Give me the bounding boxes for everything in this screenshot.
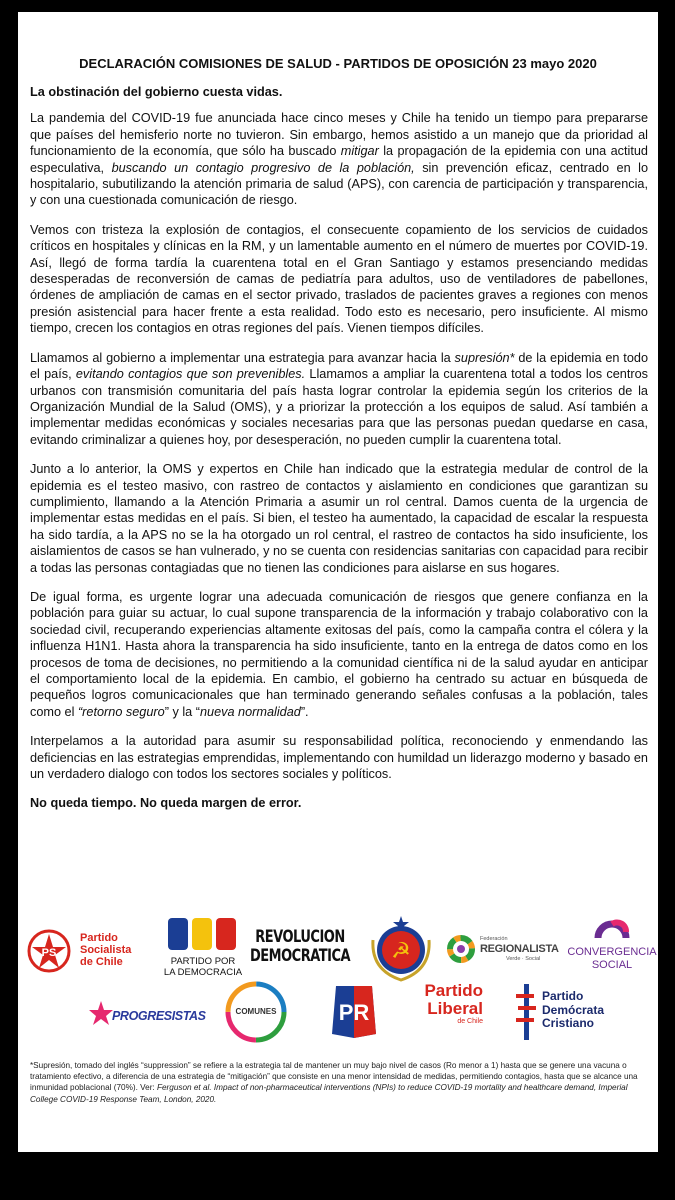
pr-shield-icon: [330, 984, 378, 1040]
document-title: DECLARACIÓN COMISIONES DE SALUD - PARTIDOS DE OPOSICIÓN 23 mayo 2020: [79, 56, 597, 71]
logo-revolucion-democratica: REVOLUCION DEMOCRATICA: [250, 927, 351, 967]
regionalista-wheel-icon: [446, 934, 476, 964]
logo-partido-comunista: [363, 910, 439, 986]
logo-progresistas: PROGRESISTAS: [88, 1000, 208, 1030]
logo-ppd: PARTIDO POR LA DEMOCRACIA: [158, 918, 248, 982]
svg-text:PR: PR: [338, 1000, 370, 1025]
logo-regionalista: Federación REGIONALISTA Verde · Social: [446, 934, 556, 968]
ppd-squares-icon: [168, 918, 238, 952]
closing-statement: No queda tiempo. No queda margen de error.: [30, 796, 302, 811]
paragraph-1: La pandemia del COVID-19 fue anunciada hace cinco meses y Chile ha tenido un tiempo para prepararse que países del hemisferio norte no tuvieron. Sin embargo, hemos asistido a un manejo que da prioridad al funcionamiento de la economía, que sólo ha buscado mitigar la propagación de la epidemia con una actitud especulativa, buscando un contagio progresivo de la población, sin prevención eficaz, centrado en lo hospitalario, subutilizando la atención primaria de salud (APS), con carencia de participación y transparencia, y con una cuestionada comunicación de riesgo.: [30, 111, 649, 208]
hammer-sickle-icon: [363, 910, 439, 986]
svg-text:PS: PS: [41, 947, 57, 959]
document-page: [18, 12, 658, 1152]
logo-partido-liberal: Partido Liberal de Chile: [424, 981, 483, 1025]
logo-partido-socialista: PS Partido Socialista de Chile: [26, 922, 156, 982]
logo-comunes: COMUNES: [224, 980, 288, 1044]
convergencia-arc-icon: [592, 914, 632, 942]
ps-emblem-icon: [26, 928, 72, 974]
document-body: [30, 84, 648, 825]
svg-text:☭: ☭: [391, 939, 411, 964]
dc-arrow-icon: [516, 984, 538, 1040]
paragraph-4: Junto a lo anterior, la OMS y expertos en Chile han indicado que la estrategia medular de control de la epidemia es el testeo masivo, con rastreo de contactos y aislamiento en condiciones que garantizan su cumplimiento, llamando a la Atención Primaria a asumir un rol central. Damos cuenta de la urgencia de implementar estas medidas en el país. Si bien, el testeo ha aumentado, la capacidad de escalar la respuesta ha sido tardía, a la APS no se la ha otorgado un rol central, el rastreo de contactos ha sido insuficiente, los aislamientos de casos se han vulnerado, y no se cuenta con residencias sanitarias con capacidad para recibir a todas las personas contagiadas que no tienen las condiciones para aislarse en sus hogares.: [30, 462, 648, 575]
paragraph-5: De igual forma, es urgente lograr una adecuada comunicación de riesgos que genere confianza en la población para guiar su actuar, lo cual supone transparencia de la información y trabajo colaborativo con la sociedad civil, recuperando experiencias altamente exitosas del país, como la campaña contra el cólera y la influenza H1N1. Hasta ahora la transparencia ha sido insuficiente, tanto en la entrega de datos como en los procesos de toma de decisiones, no permitiendo a la comunidad científica ni de la salud ayudar en anticipar el comportamiento local de la epidemia. En cambio, el gobierno ha centrado su actuar en búsqueda de pequeños logros comunicacionales que han terminado generando señales confusas a la población, tales como el “retorno seguro” y la “nueva normalidad”.: [30, 589, 648, 719]
paragraph-6: Interpelamos a la autoridad para asumir su responsabilidad política, reconociendo y enmendando las deficiencias en las estrategias emprendidas, implementando con humildad un liderazgo moderno y basado en un verdadero dialogo con todos los sectores sociales y políticos.: [30, 734, 648, 782]
progresistas-star-icon: [88, 1000, 114, 1026]
footnote: *Supresión, tomado del inglés “suppression” se refiere a la estrategia tal de mantener un muy bajo nivel de casos (Ro menor a 1) hasta que se genere una vacuna o tratamiento efectivo, a diferencia de una estrategia de “mitigación” que consiste en una menor intensidad de medidas, permitiendo contagios, hasta que se alcance una inmunidad poblacional (70%). Ver: Ferguson et al. Impact of non-pharmaceutical interventions (NPIs) to reduce COVID-19 mortality and healthcare demand, Imperial College COVID-19 Response Team, London, 2020.: [30, 1061, 638, 1104]
paragraph-3: Llamamos al gobierno a implementar una estrategia para avanzar hacia la supresión* de la epidemia en todo el país, evitando contagios que son prevenibles. Llamamos a ampliar la cuarentena total a todos los centros urbanos con transmisión comunitaria del país hasta lograr controlar la epidemia según los criterios de la Organización Mundial de la Salud (OMS), y a priorizar la protección a los equipos de salud. Así también a implementar medidas económicas y sociales necesarias para que las personas puedan quedarse en casa, evitando criminalizar a quienes hoy, por desesperación, no pueden cumplir la cuarentena total.: [30, 350, 648, 447]
logo-convergencia-social: CONVERGENCIA SOCIAL: [566, 914, 658, 978]
paragraph-2: Vemos con tristeza la explosión de contagios, el consecuente copamiento de los servicios de cuidados críticos en hospitales y clínicas en la RM, y un lamentable aumento en el número de muertes por COVID-19. Así, llegó de forma tardía la cuarentena total en el Gran Santiago y estamos presenciando medidas desesperadas de reconversión de camas de pediatría para adultos, uso de ventiladores de pabellones, órdenes de ampliación de camas en el sector privado, traslados de pacientes graves a regiones con menos presión asistencial para hacer frente a esta realidad. Todo esto es necesario, pero insuficiente. Al mismo tiempo, crecen los contagios en otras regiones del país. Vienen tiempos difíciles.: [30, 222, 648, 336]
logo-democrata-cristiano: Partido Demócrata Cristiano: [516, 984, 636, 1044]
logo-partido-radical: [330, 984, 378, 1040]
party-logos: [18, 910, 658, 1060]
lead-heading: La obstinación del gobierno cuesta vidas.: [30, 85, 283, 99]
